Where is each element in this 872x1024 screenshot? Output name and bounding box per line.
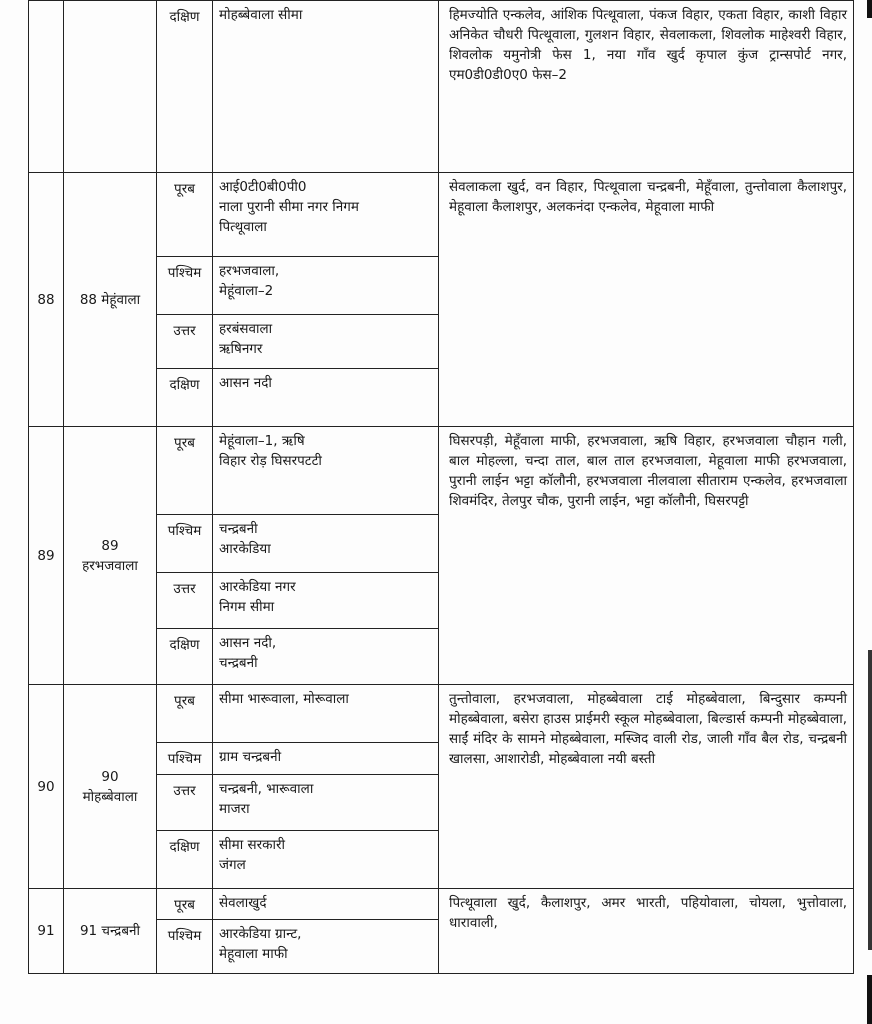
direction-cell: दक्षिण [157, 1, 213, 173]
areas-cell: हिमज्योति एन्कलेव, आंशिक पित्थूवाला, पंकज विहार, एकता विहार, काशी विहार अनिकेत चौधरी पित्थूवाला, गुलशन विहार, सेवलाकला, शिवलोक माहेश्वरी विहार, शिवलोक यमुनोत्री फेस 1, नया गाँव खुर्द कृपाल कुंज ट्रान्सपोर्ट नगर, एम0डी0डी0ए0 फेस–2 [439, 1, 854, 173]
ward-name: 88 मेहूंवाला [64, 173, 157, 427]
boundary-line: चन्द्रबनी [219, 521, 258, 537]
ward-boundary-table [28, 0, 854, 974]
direction-north: उत्तर [157, 775, 213, 831]
boundary-line: ऋषिनगर [219, 341, 263, 357]
boundary-south [213, 629, 439, 685]
ward-number: 89 [29, 427, 64, 685]
boundary-line: मेहूंवाला–2 [219, 283, 274, 299]
direction-south: दक्षिण [157, 831, 213, 889]
direction-west: पश्चिम [157, 743, 213, 775]
boundary-line: हरभजवाला, [219, 263, 280, 279]
boundary-east [213, 427, 439, 515]
boundary-line: आसन नदी, [219, 635, 277, 651]
boundary-line: ग्राम चन्द्रबनी [219, 749, 282, 765]
boundary-line: आई0टी0बी0पी0 [219, 179, 307, 195]
boundary-line: मेहूवाला माफी [219, 946, 288, 962]
boundary-north [213, 573, 439, 629]
boundary-west [213, 515, 439, 573]
boundary-north [213, 775, 439, 831]
scan-edge-mark [868, 650, 872, 950]
ward-name [64, 427, 157, 685]
direction-west: पश्चिम [157, 515, 213, 573]
direction-north: उत्तर [157, 573, 213, 629]
direction-south: दक्षिण [157, 369, 213, 427]
boundary-line: आरकेडिया ग्रान्ट, [219, 926, 302, 942]
ward-name: 91 चन्द्रबनी [64, 889, 157, 974]
direction-east: पूरब [157, 173, 213, 257]
boundary-line: चन्द्रबनी, भारूवाला [219, 781, 314, 797]
boundary-line: माजरा [219, 801, 250, 817]
ward-89-row-east [29, 427, 854, 515]
ward-name [64, 685, 157, 889]
boundary-line: सेवलाखुर्द [219, 895, 267, 911]
ward-areas: सेवलाकला खुर्द, वन विहार, पित्थूवाला चन्द्रबनी, मेहूँवाला, तुन्तोवाला कैलाशपुर, मेहूवाला कैलाशपुर, अलकनंदा एन्कलेव, मेहूवाला माफी [439, 173, 854, 427]
boundary-line: सीमा सरकारी [219, 837, 286, 853]
direction-east: पूरब [157, 889, 213, 920]
direction-west: पश्चिम [157, 257, 213, 315]
scan-edge-mark [867, 975, 872, 1024]
boundary-line: चन्द्रबनी [219, 655, 258, 671]
direction-north: उत्तर [157, 315, 213, 369]
continuation-row [29, 1, 854, 173]
boundary-east [213, 685, 439, 743]
boundary-line: मेहूंवाला–1, ऋषि [219, 433, 305, 449]
boundary-line: आरकेडिया [219, 541, 271, 557]
direction-east: पूरब [157, 685, 213, 743]
direction-west: पश्चिम [157, 920, 213, 974]
ward-number: 91 [29, 889, 64, 974]
ward-areas: पित्थूवाला खुर्द, कैलाशपुर, अमर भारती, पहियोवाला, चोयला, भुत्तोवाला, धारावाली, [439, 889, 854, 974]
boundary-south [213, 831, 439, 889]
boundary-east [213, 889, 439, 920]
boundary-line: नाला पुरानी सीमा नगर निगम [219, 199, 359, 215]
ward-90-row-east [29, 685, 854, 743]
boundary-line: निगम सीमा [219, 599, 275, 615]
direction-south: दक्षिण [157, 629, 213, 685]
boundary-line: मोहब्बेवाला सीमा [219, 7, 303, 23]
boundary-line: आसन नदी [219, 375, 272, 391]
boundary-west [213, 257, 439, 315]
ward-name-line: हरभजवाला [82, 557, 138, 574]
boundary-line: विहार रोड़ घिसरपटटी [219, 453, 322, 469]
ward-number: 88 [29, 173, 64, 427]
boundary-line: हरबंसवाला [219, 321, 273, 337]
scan-edge-mark [867, 0, 872, 18]
direction-east: पूरब [157, 427, 213, 515]
boundary-west [213, 743, 439, 775]
boundary-line: जंगल [219, 857, 246, 873]
ward-88-row-east [29, 173, 854, 257]
boundary-east [213, 173, 439, 257]
boundary-south [213, 369, 439, 427]
ward-name-line: 90 [101, 768, 119, 785]
boundary-north [213, 315, 439, 369]
ward-name-line: मोहब्बेवाला [82, 788, 138, 805]
boundary-line: आरकेडिया नगर [219, 579, 296, 595]
ward-91-row-east [29, 889, 854, 920]
ward-areas: घिसरपड़ी, मेहूँवाला माफी, हरभजवाला, ऋषि विहार, हरभजवाला चौहान गली, बाल मोहल्ला, चन्दा ताल, बाल ताल हरभजवाला, मेहूवाला माफी हरभजवाला, पुरानी लाईन भट्टा कॉलौनी, हरभजवाला नीलवाला सीताराम एन्कलेव, हरभजवाला शिवमंदिर, तेलपुर चौक, पुरानी लाईन, भट्टा कॉलौनी, घिसरपट्टी [439, 427, 854, 685]
ward-areas: तुन्तोवाला, हरभजवाला, मोहब्बेवाला टाई मोहब्बेवाला, बिन्दुसार कम्पनी मोहब्बेवाला, बसेरा हाउस प्राईमरी स्कूल मोहब्बेवाला, बिल्डार्स कम्पनी मोहब्बेवाला, साईं मंदिर के सामने मोहब्बेवाला, मस्जिद वाली रोड, जाली गाँव बैल रोड, चन्द्रबनी खालसा, आशारोडी, मोहब्बेवाला नयी बस्ती [439, 685, 854, 889]
boundary-line: सीमा भारूवाला, मोरूवाला [219, 691, 349, 707]
boundary-cell [213, 1, 439, 173]
ward-number-cell [29, 1, 64, 173]
boundary-west [213, 920, 439, 974]
boundary-line: पित्थूवाला [219, 219, 267, 235]
ward-name-line: 89 [101, 537, 119, 554]
ward-name-cell [64, 1, 157, 173]
ward-number: 90 [29, 685, 64, 889]
